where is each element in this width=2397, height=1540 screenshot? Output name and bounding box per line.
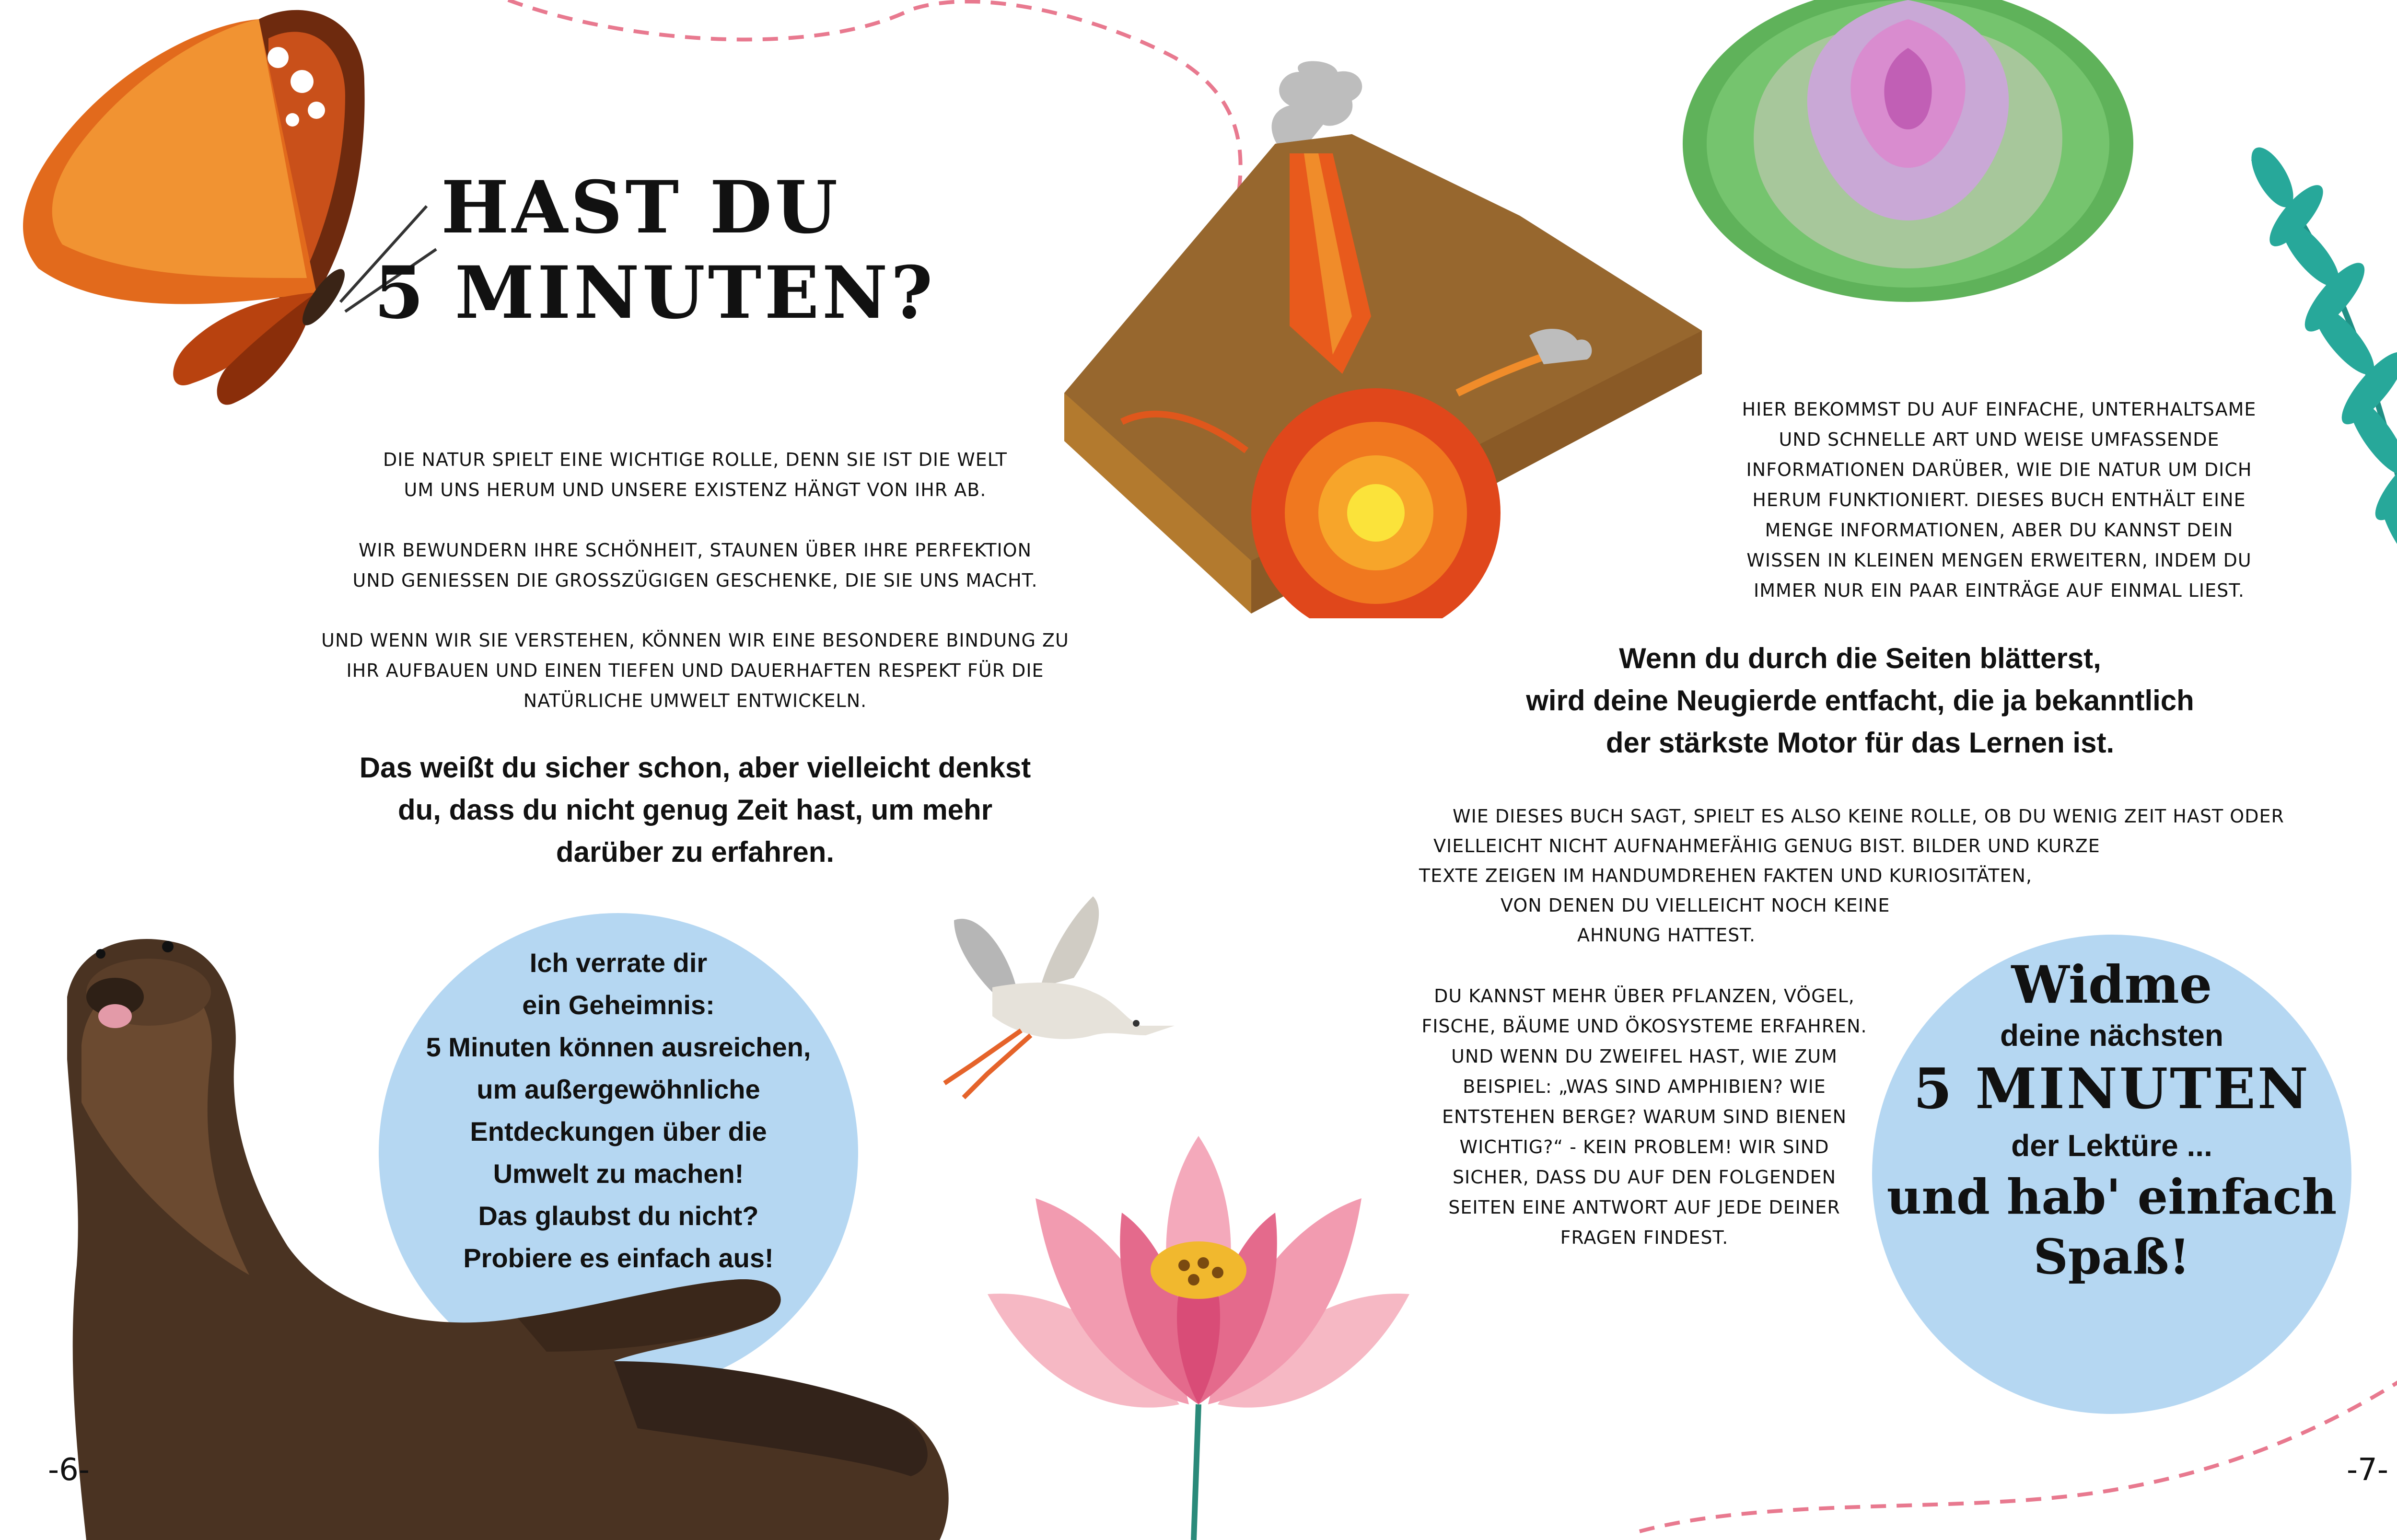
widme-line-3: 5 MINUTEN	[1913, 1056, 2310, 1122]
title-line-2: 5 MINUTEN?	[374, 250, 936, 335]
title-line-1: HAST DU	[441, 165, 841, 250]
widme-bubble-text	[1872, 954, 2351, 1287]
widme-line-4: der Lektüre ...	[2011, 1128, 2212, 1163]
secret-bubble-text: Ich verrate dir ein Geheimnis: 5 Minuten können ausreichen, um außergewöhnliche Entdeckungen über die Umwelt zu machen! Das glaubst du nicht? Probiere es einfach aus!	[426, 948, 811, 1273]
lotus-flower-illustration	[978, 1136, 1419, 1540]
widme-line-2: deine nächsten	[2000, 1018, 2223, 1053]
volcano-illustration	[1064, 58, 1702, 618]
widme-line-1: Widme	[2011, 955, 2212, 1015]
right-bold-statement: Wenn du durch die Seiten blätterst, wird deine Neugierde entfacht, die ja bekanntlich der stärkste Motor für das Lernen ist.	[1526, 642, 2194, 759]
right-paragraph-1: HIER BEKOMMST DU AUF EINFACHE, UNTERHALTSAME UND SCHNELLE ART UND WEISE UMFASSENDE INFORMATIONEN DARÜBER, WIE DIE NATUR UM DICH HERUM FUNKTIONIERT. DIESES BUCH ENTHÄLT EINE MENGE INFORMATIONEN, ABER DU KANNST DEIN WISSEN IN KLEINEN MENGEN ERWEITERN, INDEM DU IMMER NUR EIN PAAR EINTRÄGE AUF EINMAL LIEST.	[1742, 399, 2257, 601]
page-number-left: -6-	[48, 1452, 90, 1488]
right-paragraph-2: WIE DIESES BUCH SAGT, SPIELT ES ALSO KEINE ROLLE, OB DU WENIG ZEIT HAST ODER VIELLEICHT NICHT AUFNAHMEFÄHIG GENUG BIST. BILDER UND KURZE TEXTE ZEIGEN IM HANDUMDREHEN FAKTEN UND KURIOSITÄTEN, VON DENEN DU VIELLEICHT NOCH KEINE AHNUNG HATTEST.	[1419, 806, 2284, 946]
widme-line-6: Spaß!	[2033, 1228, 2190, 1285]
intro-paragraph-2: WIR BEWUNDERN IHRE SCHÖNHEIT, STAUNEN ÜBER IHRE PERFEKTION UND GENIESSEN DIE GROSSZÜGIGEN GESCHENKE, DIE SIE UNS MACHT.	[352, 540, 1038, 591]
intro-paragraph-1: DIE NATUR SPIELT EINE WICHTIGE ROLLE, DENN SIE IST DIE WELT UM UNS HERUM UND UNSERE EXISTENZ HÄNGT VON IHR AB.	[383, 449, 1007, 500]
sea-lion-illustration	[38, 901, 978, 1540]
heron-illustration	[935, 892, 1184, 1102]
intro-paragraph-3: UND WENN WIR SIE VERSTEHEN, KÖNNEN WIR EINE BESONDERE BINDUNG ZU IHR AUFBAUEN UND EINEN TIEFEN UND DAUERHAFTEN RESPEKT FÜR DIE NATÜRLICHE UMWELT ENTWICKELN.	[321, 630, 1069, 711]
page-title	[374, 165, 997, 335]
page-number-right: -7-	[2347, 1452, 2388, 1488]
widme-line-5: und hab' einfach	[1886, 1169, 2337, 1225]
left-bold-statement: Das weißt du sicher schon, aber vielleicht denkst du, dass du nicht genug Zeit hast, um mehr darüber zu erfahren.	[359, 752, 1031, 868]
right-paragraph-3: DU KANNST MEHR ÜBER PFLANZEN, VÖGEL, FISCHE, BÄUME UND ÖKOSYSTEME ERFAHREN. UND WENN DU ZWEIFEL HAST, WIE ZUM BEISPIEL: „WAS SIND AMPHIBIEN? WIE ENTSTEHEN BERGE? WARUM SIND BIENEN WICHTIG?“ - KEIN PROBLEM! WIR SIND SICHER, DASS DU AUF DEN FOLGENDEN SEITEN EINE ANTWORT AUF JEDE DEINER FRAGEN FINDEST.	[1421, 985, 1867, 1248]
succulent-illustration	[1640, 0, 2167, 316]
